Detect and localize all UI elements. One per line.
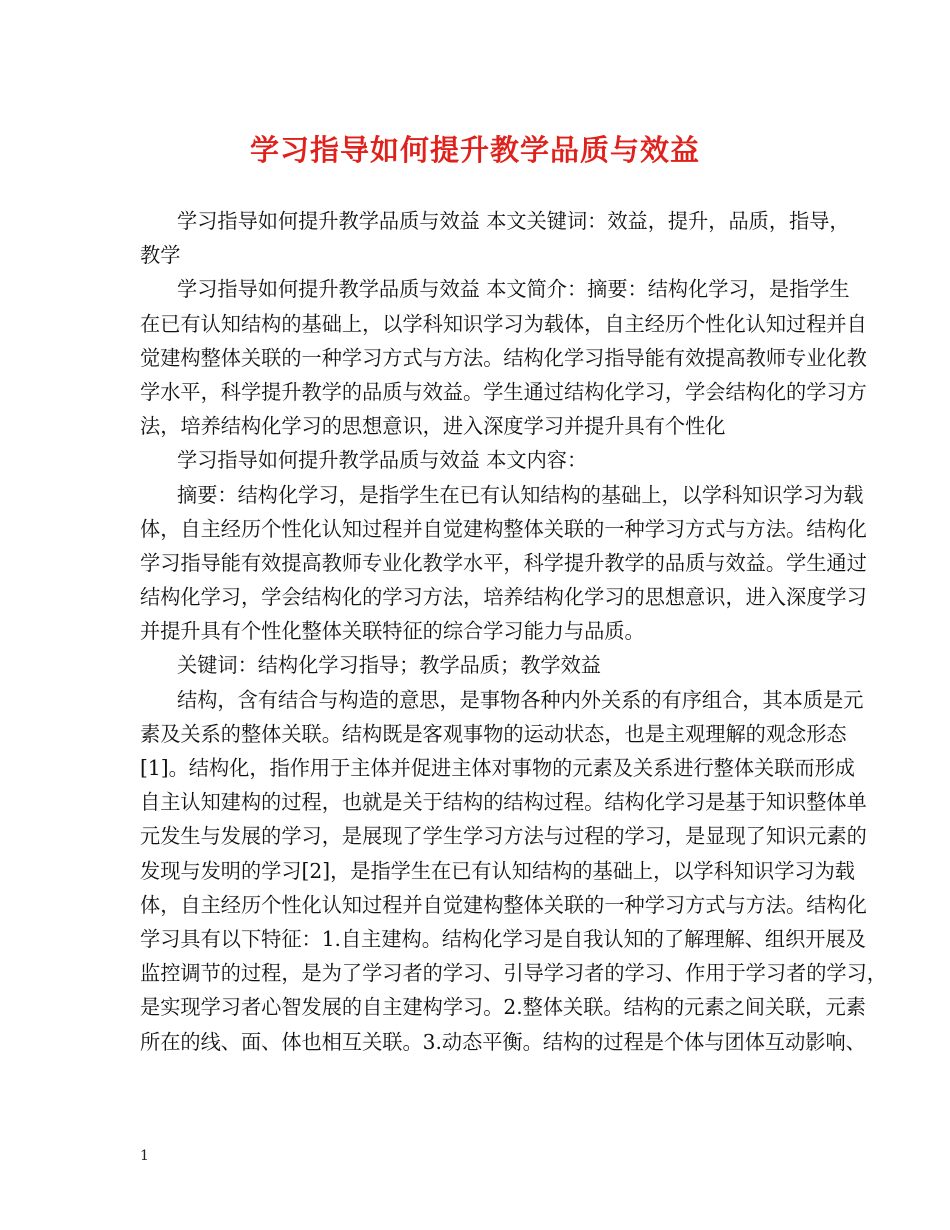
text-line: 法，培养结构化学习的思想意识，进入深度学习并提升具有个性化 xyxy=(140,414,726,439)
document-body xyxy=(140,204,887,1059)
text-line: [1]。结构化，指作用于主体并促进主体对事物的元素及关系进行整体关联而形成 xyxy=(140,756,855,780)
text-line: 自主认知建构的过程，也就是关于结构的结构过程。结构化学习是基于知识整体单 xyxy=(140,790,867,815)
text-line: 监控调节的过程，是为了学习者的学习、引导学习者的学习、作用于学习者的学习， xyxy=(140,961,887,986)
text-line: 摘要：结构化学习，是指学生在已有认知结构的基础上，以学科知识学习为载 xyxy=(177,482,864,507)
text-line: 元发生与发展的学习，是展现了学生学习方法与过程的学习，是显现了知识元素的 xyxy=(140,824,867,849)
text-line: 体，自主经历个性化认知过程并自觉建构整体关联的一种学习方式与方法。结构化 xyxy=(140,516,867,541)
text-line: 所在的线、面、体也相互关联。3.动态平衡。结构的过程是个体与团体互动影响、 xyxy=(140,1029,866,1054)
text-line: 学习指导能有效提高教师专业化教学水平，科学提升教学的品质与效益。学生通过 xyxy=(140,550,867,575)
document-title: 学习指导如何提升教学品质与效益 xyxy=(249,133,700,167)
text-line: 关键词：结构化学习指导；教学品质；教学效益 xyxy=(177,653,601,678)
text-line: 是实现学习者心智发展的自主建构学习。2.整体关联。结构的元素之间关联，元素 xyxy=(140,995,866,1020)
text-line: 结构，含有结合与构造的意思，是事物各种内外关系的有序组合，其本质是元 xyxy=(177,687,864,712)
text-line: 并提升具有个性化整体关联特征的综合学习能力与品质。 xyxy=(140,619,645,644)
text-line: 学习指导如何提升教学品质与效益 本文简介：摘要：结构化学习，是指学生 xyxy=(177,277,850,302)
text-line: 学习具有以下特征：1.自主建构。结构化学习是自我认知的了解理解、组织开展及 xyxy=(140,926,866,951)
text-line: 体，自主经历个性化认知过程并自觉建构整体关联的一种学习方式与方法。结构化 xyxy=(140,892,867,917)
text-line: 结构化学习，学会结构化的学习方法，培养结构化学习的思想意识，进入深度学习 xyxy=(140,585,867,610)
page-number: 1 xyxy=(140,1148,149,1164)
text-line: 素及关系的整体关联。结构既是客观事物的运动状态，也是主观理解的观念形态 xyxy=(140,721,847,746)
text-line: 学习指导如何提升教学品质与效益 本文内容： xyxy=(177,448,588,473)
text-line: 教学 xyxy=(140,243,181,268)
text-line: 学水平，科学提升教学的品质与效益。学生通过结构化学习，学会结构化的学习方 xyxy=(140,379,867,404)
text-line: 觉建构整体关联的一种学习方式与方法。结构化学习指导能有效提高教师专业化教 xyxy=(140,345,867,370)
text-line: 在已有认知结构的基础上，以学科知识学习为载体，自主经历个性化认知过程并自 xyxy=(140,311,867,336)
text-line: 学习指导如何提升教学品质与效益 本文关键词：效益，提升，品质，指导， xyxy=(177,209,850,233)
text-line: 发现与发明的学习[2]，是指学生在已有认知结构的基础上，以学科知识学习为载 xyxy=(140,858,855,883)
